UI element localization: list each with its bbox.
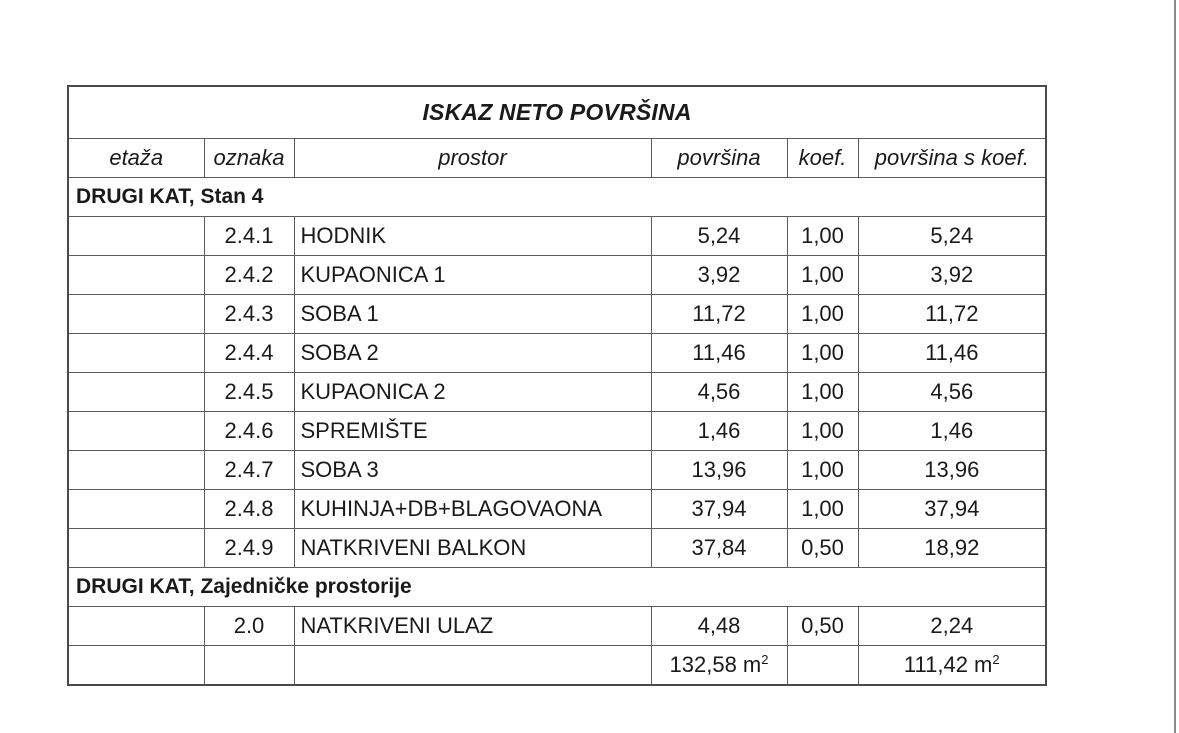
cell-prostor: SOBA 2	[294, 334, 651, 373]
table-row	[68, 529, 1046, 568]
page-edge-divider	[1174, 0, 1176, 733]
cell-prostor: SOBA 3	[294, 451, 651, 490]
cell-koef: 1,00	[787, 373, 858, 412]
cell-povrsina: 11,46	[651, 334, 787, 373]
cell-povrsina-s-koef: 5,24	[858, 217, 1046, 256]
cell-etaza	[68, 490, 204, 529]
cell-povrsina-s-koef: 4,56	[858, 373, 1046, 412]
cell-koef: 0,50	[787, 529, 858, 568]
cell-koef: 1,00	[787, 217, 858, 256]
cell-povrsina-s-koef: 13,96	[858, 451, 1046, 490]
cell-etaza	[68, 334, 204, 373]
cell-oznaka: 2.4.4	[204, 334, 294, 373]
section-row	[68, 568, 1046, 607]
cell-oznaka: 2.4.1	[204, 217, 294, 256]
section-body	[68, 607, 1046, 646]
cell-povrsina: 11,72	[651, 295, 787, 334]
column-header-oznaka: oznaka	[204, 139, 294, 178]
title-row	[68, 86, 1046, 139]
cell-prostor: KUPAONICA 2	[294, 373, 651, 412]
cell-etaza	[68, 529, 204, 568]
cell-prostor: SPREMIŠTE	[294, 412, 651, 451]
total-povrsina	[651, 646, 787, 686]
cell-oznaka: 2.4.2	[204, 256, 294, 295]
cell-povrsina: 1,46	[651, 412, 787, 451]
cell-prostor: NATKRIVENI BALKON	[294, 529, 651, 568]
cell-povrsina-s-koef: 2,24	[858, 607, 1046, 646]
column-header-prostor: prostor	[294, 139, 651, 178]
cell-koef: 1,00	[787, 412, 858, 451]
cell-oznaka: 2.4.8	[204, 490, 294, 529]
cell-povrsina: 13,96	[651, 451, 787, 490]
cell-etaza	[68, 451, 204, 490]
cell-oznaka: 2.4.6	[204, 412, 294, 451]
cell-oznaka: 2.4.3	[204, 295, 294, 334]
cell-oznaka: 2.4.7	[204, 451, 294, 490]
totals-etaza-empty	[68, 646, 204, 686]
table-row	[68, 412, 1046, 451]
cell-povrsina-s-koef: 11,72	[858, 295, 1046, 334]
cell-koef: 0,50	[787, 607, 858, 646]
cell-prostor: SOBA 1	[294, 295, 651, 334]
cell-povrsina-s-koef: 18,92	[858, 529, 1046, 568]
total-povrsina-s-koef-value: 111,42 m	[903, 652, 993, 677]
section-heading: DRUGI KAT, Zajedničke prostorije	[68, 568, 1046, 607]
cell-povrsina: 37,94	[651, 490, 787, 529]
cell-povrsina: 5,24	[651, 217, 787, 256]
cell-etaza	[68, 256, 204, 295]
cell-etaza	[68, 373, 204, 412]
cell-prostor: KUHINJA+DB+BLAGOVAONA	[294, 490, 651, 529]
table-row	[68, 607, 1046, 646]
cell-povrsina: 4,48	[651, 607, 787, 646]
totals-oznaka-empty	[204, 646, 294, 686]
total-povrsina-value: 132,58 m	[669, 652, 762, 677]
column-header-povrsina: površina	[651, 139, 787, 178]
cell-povrsina-s-koef: 3,92	[858, 256, 1046, 295]
cell-koef: 1,00	[787, 451, 858, 490]
cell-etaza	[68, 295, 204, 334]
cell-prostor: KUPAONICA 1	[294, 256, 651, 295]
column-header-povrsina-s-koef: površina s koef.	[858, 139, 1046, 178]
cell-etaza	[68, 412, 204, 451]
cell-etaza	[68, 217, 204, 256]
section-row	[68, 178, 1046, 217]
cell-povrsina: 37,84	[651, 529, 787, 568]
table-row	[68, 256, 1046, 295]
cell-koef: 1,00	[787, 334, 858, 373]
table-row	[68, 217, 1046, 256]
cell-koef: 1,00	[787, 256, 858, 295]
totals-row	[68, 646, 1046, 686]
net-area-table	[67, 85, 1047, 686]
totals-prostor-empty	[294, 646, 651, 686]
cell-oznaka: 2.4.9	[204, 529, 294, 568]
table-title: ISKAZ NETO POVRŠINA	[68, 86, 1046, 139]
unit-superscript: 2	[992, 652, 1000, 667]
table-row	[68, 295, 1046, 334]
cell-etaza	[68, 607, 204, 646]
total-povrsina-s-koef	[858, 646, 1046, 686]
column-header-koef: koef.	[787, 139, 858, 178]
cell-prostor: NATKRIVENI ULAZ	[294, 607, 651, 646]
section-body	[68, 217, 1046, 568]
cell-povrsina: 3,92	[651, 256, 787, 295]
cell-povrsina-s-koef: 1,46	[858, 412, 1046, 451]
cell-prostor: HODNIK	[294, 217, 651, 256]
table-row	[68, 373, 1046, 412]
header-row	[68, 139, 1046, 178]
cell-koef: 1,00	[787, 295, 858, 334]
section-heading: DRUGI KAT, Stan 4	[68, 178, 1046, 217]
table-row	[68, 334, 1046, 373]
table-row	[68, 451, 1046, 490]
cell-povrsina-s-koef: 11,46	[858, 334, 1046, 373]
table-row	[68, 490, 1046, 529]
cell-oznaka: 2.4.5	[204, 373, 294, 412]
cell-povrsina: 4,56	[651, 373, 787, 412]
cell-povrsina-s-koef: 37,94	[858, 490, 1046, 529]
unit-superscript: 2	[761, 652, 769, 667]
totals-koef-empty	[787, 646, 858, 686]
cell-koef: 1,00	[787, 490, 858, 529]
column-header-etaza: etaža	[68, 139, 204, 178]
cell-oznaka: 2.0	[204, 607, 294, 646]
